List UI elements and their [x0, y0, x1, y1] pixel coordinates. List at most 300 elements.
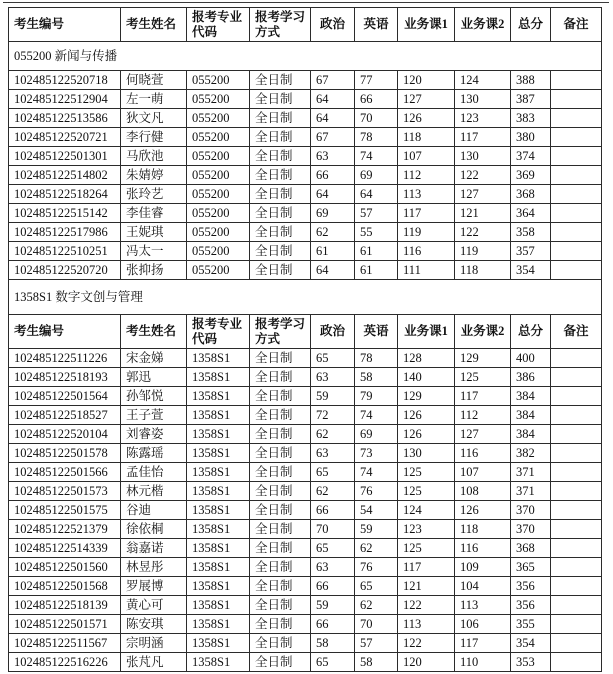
cell-major_code: 1358S1 [187, 634, 250, 653]
table-row [9, 261, 602, 280]
cell-major_code: 1358S1 [187, 539, 250, 558]
cell-remarks [551, 596, 602, 615]
cell-major_code: 1358S1 [187, 349, 250, 368]
table-row [9, 615, 602, 634]
cell-total: 388 [511, 71, 551, 90]
cell-course2: 116 [455, 444, 511, 463]
cell-study_mode: 全日制 [250, 166, 311, 185]
cell-english: 78 [355, 128, 398, 147]
cell-remarks [551, 539, 602, 558]
cell-english: 57 [355, 204, 398, 223]
cell-major_code: 1358S1 [187, 558, 250, 577]
table-row [9, 425, 602, 444]
cell-candidate_name: 翁嘉诺 [121, 539, 187, 558]
cell-candidate_name: 孙邹悦 [121, 387, 187, 406]
cell-remarks [551, 109, 602, 128]
cell-remarks [551, 577, 602, 596]
table-header-row [9, 315, 602, 349]
cell-course2: 108 [455, 482, 511, 501]
cell-course1: 126 [398, 406, 455, 425]
cell-candidate_id: 102485122501564 [9, 387, 121, 406]
cell-total: 383 [511, 109, 551, 128]
cell-major_code: 1358S1 [187, 444, 250, 463]
cell-english: 69 [355, 425, 398, 444]
cell-candidate_id: 102485122510251 [9, 242, 121, 261]
cell-major_code: 1358S1 [187, 596, 250, 615]
column-header-politics: 政治 [311, 8, 355, 42]
cell-candidate_id: 102485122520104 [9, 425, 121, 444]
cell-english: 59 [355, 520, 398, 539]
column-header-study_mode: 报考学习方式 [250, 8, 311, 42]
cell-course1: 116 [398, 242, 455, 261]
column-header-politics: 政治 [311, 315, 355, 349]
cell-course1: 119 [398, 223, 455, 242]
cell-candidate_id: 102485122501301 [9, 147, 121, 166]
cell-course2: 129 [455, 349, 511, 368]
cell-politics: 62 [311, 425, 355, 444]
cell-total: 374 [511, 147, 551, 166]
table-row [9, 634, 602, 653]
cell-study_mode: 全日制 [250, 204, 311, 223]
cell-english: 57 [355, 634, 398, 653]
column-header-course1: 业务课1 [398, 315, 455, 349]
cell-politics: 65 [311, 463, 355, 482]
cell-course2: 127 [455, 425, 511, 444]
cell-english: 58 [355, 368, 398, 387]
cell-candidate_id: 102485122516226 [9, 653, 121, 672]
cell-study_mode: 全日制 [250, 501, 311, 520]
cell-course2: 126 [455, 501, 511, 520]
cell-candidate_id: 102485122518193 [9, 368, 121, 387]
cell-course1: 121 [398, 577, 455, 596]
table-row [9, 90, 602, 109]
cell-total: 400 [511, 349, 551, 368]
cell-major_code: 1358S1 [187, 425, 250, 444]
cell-course1: 125 [398, 463, 455, 482]
cell-candidate_name: 孟佳怡 [121, 463, 187, 482]
cell-candidate_id: 102485122518139 [9, 596, 121, 615]
cell-politics: 66 [311, 577, 355, 596]
cell-study_mode: 全日制 [250, 185, 311, 204]
cell-major_code: 1358S1 [187, 406, 250, 425]
cell-course2: 122 [455, 223, 511, 242]
cell-course2: 127 [455, 185, 511, 204]
cell-study_mode: 全日制 [250, 463, 311, 482]
cell-study_mode: 全日制 [250, 577, 311, 596]
cell-course2: 122 [455, 166, 511, 185]
cell-course2: 130 [455, 147, 511, 166]
cell-course2: 125 [455, 368, 511, 387]
cell-politics: 64 [311, 90, 355, 109]
table-header-row [9, 8, 602, 42]
cell-total: 369 [511, 166, 551, 185]
cell-remarks [551, 261, 602, 280]
cell-course2: 119 [455, 242, 511, 261]
cell-candidate_name: 林昱彤 [121, 558, 187, 577]
cell-study_mode: 全日制 [250, 147, 311, 166]
cell-remarks [551, 653, 602, 672]
cell-course1: 125 [398, 539, 455, 558]
table-row [9, 577, 602, 596]
cell-study_mode: 全日制 [250, 109, 311, 128]
cell-politics: 59 [311, 387, 355, 406]
cell-english: 64 [355, 185, 398, 204]
cell-total: 370 [511, 501, 551, 520]
cell-course1: 128 [398, 349, 455, 368]
cell-major_code: 1358S1 [187, 482, 250, 501]
cell-course2: 107 [455, 463, 511, 482]
cell-candidate_name: 朱婧婷 [121, 166, 187, 185]
cell-study_mode: 全日制 [250, 242, 311, 261]
cell-politics: 63 [311, 147, 355, 166]
cell-major_code: 055200 [187, 261, 250, 280]
section-title: 055200 新闻与传播 [9, 42, 602, 71]
cell-english: 66 [355, 90, 398, 109]
cell-total: 358 [511, 223, 551, 242]
table-row [9, 204, 602, 223]
column-header-study_mode: 报考学习方式 [250, 315, 311, 349]
cell-remarks [551, 444, 602, 463]
cell-course1: 120 [398, 71, 455, 90]
cell-study_mode: 全日制 [250, 615, 311, 634]
cell-study_mode: 全日制 [250, 539, 311, 558]
cell-remarks [551, 615, 602, 634]
cell-english: 77 [355, 71, 398, 90]
column-header-total: 总分 [511, 315, 551, 349]
table-row [9, 539, 602, 558]
cell-candidate_name: 张抑扬 [121, 261, 187, 280]
cell-remarks [551, 90, 602, 109]
cell-candidate_id: 102485122501568 [9, 577, 121, 596]
cell-candidate_name: 马欣池 [121, 147, 187, 166]
column-header-candidate_id: 考生编号 [9, 315, 121, 349]
cell-study_mode: 全日制 [250, 71, 311, 90]
cell-politics: 65 [311, 349, 355, 368]
cell-total: 371 [511, 482, 551, 501]
cell-candidate_id: 102485122513586 [9, 109, 121, 128]
cell-total: 354 [511, 261, 551, 280]
cell-politics: 58 [311, 634, 355, 653]
cell-major_code: 1358S1 [187, 501, 250, 520]
cell-major_code: 1358S1 [187, 520, 250, 539]
cell-english: 74 [355, 147, 398, 166]
cell-course1: 107 [398, 147, 455, 166]
cell-course2: 109 [455, 558, 511, 577]
cell-major_code: 055200 [187, 223, 250, 242]
cell-candidate_id: 102485122520718 [9, 71, 121, 90]
cell-course1: 122 [398, 596, 455, 615]
cell-major_code: 055200 [187, 204, 250, 223]
table-row [9, 185, 602, 204]
cell-politics: 67 [311, 71, 355, 90]
cell-candidate_name: 黄心可 [121, 596, 187, 615]
cell-politics: 69 [311, 204, 355, 223]
cell-total: 353 [511, 653, 551, 672]
cell-major_code: 055200 [187, 109, 250, 128]
cell-course2: 124 [455, 71, 511, 90]
cell-course2: 112 [455, 406, 511, 425]
cell-course1: 126 [398, 109, 455, 128]
cell-candidate_id: 102485122514339 [9, 539, 121, 558]
cell-total: 356 [511, 577, 551, 596]
cell-total: 387 [511, 90, 551, 109]
cell-politics: 63 [311, 558, 355, 577]
cell-course1: 127 [398, 90, 455, 109]
cell-total: 355 [511, 615, 551, 634]
results-table [8, 7, 602, 672]
cell-politics: 64 [311, 185, 355, 204]
cell-study_mode: 全日制 [250, 349, 311, 368]
cell-study_mode: 全日制 [250, 128, 311, 147]
cell-candidate_name: 谷迪 [121, 501, 187, 520]
cell-candidate_name: 郭迅 [121, 368, 187, 387]
cell-remarks [551, 71, 602, 90]
cell-remarks [551, 406, 602, 425]
table-row [9, 166, 602, 185]
cell-major_code: 1358S1 [187, 463, 250, 482]
cell-english: 70 [355, 615, 398, 634]
cell-major_code: 1358S1 [187, 368, 250, 387]
cell-remarks [551, 242, 602, 261]
page-top-rule [3, 2, 609, 3]
cell-candidate_id: 102485122515142 [9, 204, 121, 223]
cell-candidate_id: 102485122501578 [9, 444, 121, 463]
cell-remarks [551, 520, 602, 539]
column-header-english: 英语 [355, 315, 398, 349]
cell-remarks [551, 482, 602, 501]
cell-major_code: 1358S1 [187, 653, 250, 672]
cell-candidate_name: 狄文凡 [121, 109, 187, 128]
cell-candidate_name: 李佳睿 [121, 204, 187, 223]
cell-politics: 65 [311, 653, 355, 672]
cell-politics: 62 [311, 223, 355, 242]
cell-study_mode: 全日制 [250, 444, 311, 463]
cell-major_code: 055200 [187, 128, 250, 147]
cell-course2: 117 [455, 128, 511, 147]
table-row [9, 223, 602, 242]
cell-candidate_name: 陈露瑶 [121, 444, 187, 463]
cell-candidate_id: 102485122501560 [9, 558, 121, 577]
cell-total: 386 [511, 368, 551, 387]
table-row [9, 242, 602, 261]
cell-total: 371 [511, 463, 551, 482]
cell-english: 54 [355, 501, 398, 520]
cell-total: 365 [511, 558, 551, 577]
column-header-major_code: 报考专业代码 [187, 8, 250, 42]
cell-total: 357 [511, 242, 551, 261]
cell-study_mode: 全日制 [250, 406, 311, 425]
cell-politics: 70 [311, 520, 355, 539]
cell-remarks [551, 223, 602, 242]
cell-english: 74 [355, 406, 398, 425]
cell-total: 356 [511, 596, 551, 615]
cell-total: 354 [511, 634, 551, 653]
table-row [9, 444, 602, 463]
cell-candidate_name: 宋金娣 [121, 349, 187, 368]
cell-course1: 124 [398, 501, 455, 520]
cell-course2: 104 [455, 577, 511, 596]
cell-politics: 64 [311, 109, 355, 128]
cell-course1: 113 [398, 615, 455, 634]
table-row [9, 482, 602, 501]
cell-candidate_id: 102485122501566 [9, 463, 121, 482]
cell-study_mode: 全日制 [250, 634, 311, 653]
cell-english: 79 [355, 387, 398, 406]
cell-candidate_id: 102485122501573 [9, 482, 121, 501]
column-header-course1: 业务课1 [398, 8, 455, 42]
cell-politics: 64 [311, 261, 355, 280]
column-header-course2: 业务课2 [455, 315, 511, 349]
cell-candidate_name: 何晓萱 [121, 71, 187, 90]
cell-candidate_id: 102485122501571 [9, 615, 121, 634]
table-row [9, 109, 602, 128]
cell-course1: 122 [398, 634, 455, 653]
cell-candidate_id: 102485122518264 [9, 185, 121, 204]
cell-remarks [551, 501, 602, 520]
cell-remarks [551, 558, 602, 577]
cell-english: 65 [355, 577, 398, 596]
table-row [9, 596, 602, 615]
table-row [9, 349, 602, 368]
cell-course1: 111 [398, 261, 455, 280]
cell-candidate_id: 102485122512904 [9, 90, 121, 109]
cell-major_code: 1358S1 [187, 615, 250, 634]
cell-english: 70 [355, 109, 398, 128]
cell-major_code: 055200 [187, 166, 250, 185]
cell-remarks [551, 185, 602, 204]
table-row [9, 520, 602, 539]
cell-remarks [551, 349, 602, 368]
cell-english: 61 [355, 242, 398, 261]
column-header-candidate_name: 考生姓名 [121, 315, 187, 349]
cell-candidate_name: 左一萌 [121, 90, 187, 109]
cell-course2: 117 [455, 634, 511, 653]
cell-course2: 106 [455, 615, 511, 634]
table-row [9, 368, 602, 387]
cell-english: 76 [355, 558, 398, 577]
cell-candidate_name: 冯太一 [121, 242, 187, 261]
cell-politics: 66 [311, 501, 355, 520]
cell-study_mode: 全日制 [250, 387, 311, 406]
table-row [9, 406, 602, 425]
cell-remarks [551, 634, 602, 653]
cell-candidate_name: 刘睿姿 [121, 425, 187, 444]
column-header-candidate_name: 考生姓名 [121, 8, 187, 42]
cell-course2: 121 [455, 204, 511, 223]
table-row [9, 71, 602, 90]
cell-course1: 125 [398, 482, 455, 501]
cell-study_mode: 全日制 [250, 368, 311, 387]
cell-candidate_name: 王妮琪 [121, 223, 187, 242]
cell-course1: 120 [398, 653, 455, 672]
cell-major_code: 1358S1 [187, 577, 250, 596]
table-row [9, 147, 602, 166]
cell-candidate_name: 李行健 [121, 128, 187, 147]
cell-english: 78 [355, 349, 398, 368]
cell-remarks [551, 147, 602, 166]
cell-candidate_name: 张玲艺 [121, 185, 187, 204]
column-header-english: 英语 [355, 8, 398, 42]
column-header-remarks: 备注 [551, 315, 602, 349]
table-row [9, 128, 602, 147]
cell-study_mode: 全日制 [250, 558, 311, 577]
cell-candidate_name: 林元楷 [121, 482, 187, 501]
cell-remarks [551, 387, 602, 406]
cell-english: 69 [355, 166, 398, 185]
cell-study_mode: 全日制 [250, 653, 311, 672]
cell-politics: 61 [311, 242, 355, 261]
cell-study_mode: 全日制 [250, 223, 311, 242]
cell-remarks [551, 368, 602, 387]
cell-politics: 59 [311, 596, 355, 615]
cell-major_code: 055200 [187, 147, 250, 166]
cell-major_code: 055200 [187, 185, 250, 204]
cell-major_code: 055200 [187, 90, 250, 109]
cell-course1: 126 [398, 425, 455, 444]
cell-remarks [551, 204, 602, 223]
cell-study_mode: 全日制 [250, 520, 311, 539]
cell-remarks [551, 425, 602, 444]
cell-politics: 66 [311, 166, 355, 185]
cell-course1: 113 [398, 185, 455, 204]
section-title-row [9, 42, 602, 71]
table-row [9, 501, 602, 520]
cell-study_mode: 全日制 [250, 261, 311, 280]
cell-english: 55 [355, 223, 398, 242]
cell-candidate_name: 张芃凡 [121, 653, 187, 672]
cell-course1: 117 [398, 204, 455, 223]
column-header-candidate_id: 考生编号 [9, 8, 121, 42]
cell-politics: 66 [311, 615, 355, 634]
cell-candidate_id: 102485122520720 [9, 261, 121, 280]
cell-english: 74 [355, 463, 398, 482]
cell-total: 370 [511, 520, 551, 539]
cell-course2: 117 [455, 387, 511, 406]
cell-candidate_name: 宗明涵 [121, 634, 187, 653]
cell-major_code: 1358S1 [187, 387, 250, 406]
cell-remarks [551, 166, 602, 185]
cell-politics: 72 [311, 406, 355, 425]
cell-candidate_id: 102485122514802 [9, 166, 121, 185]
table-row [9, 387, 602, 406]
column-header-course2: 业务课2 [455, 8, 511, 42]
cell-course2: 116 [455, 539, 511, 558]
cell-candidate_id: 102485122511567 [9, 634, 121, 653]
table-row [9, 558, 602, 577]
cell-major_code: 055200 [187, 242, 250, 261]
cell-course1: 123 [398, 520, 455, 539]
cell-course1: 130 [398, 444, 455, 463]
cell-total: 364 [511, 204, 551, 223]
cell-english: 62 [355, 596, 398, 615]
cell-course1: 117 [398, 558, 455, 577]
table-row [9, 653, 602, 672]
cell-politics: 63 [311, 444, 355, 463]
section-title: 1358S1 数字文创与管理 [9, 280, 602, 315]
cell-english: 61 [355, 261, 398, 280]
cell-course2: 130 [455, 90, 511, 109]
cell-total: 368 [511, 539, 551, 558]
cell-politics: 65 [311, 539, 355, 558]
table-row [9, 463, 602, 482]
cell-candidate_id: 102485122520721 [9, 128, 121, 147]
cell-study_mode: 全日制 [250, 425, 311, 444]
column-header-remarks: 备注 [551, 8, 602, 42]
cell-course2: 123 [455, 109, 511, 128]
cell-total: 384 [511, 406, 551, 425]
cell-candidate_id: 102485122517986 [9, 223, 121, 242]
cell-remarks [551, 463, 602, 482]
